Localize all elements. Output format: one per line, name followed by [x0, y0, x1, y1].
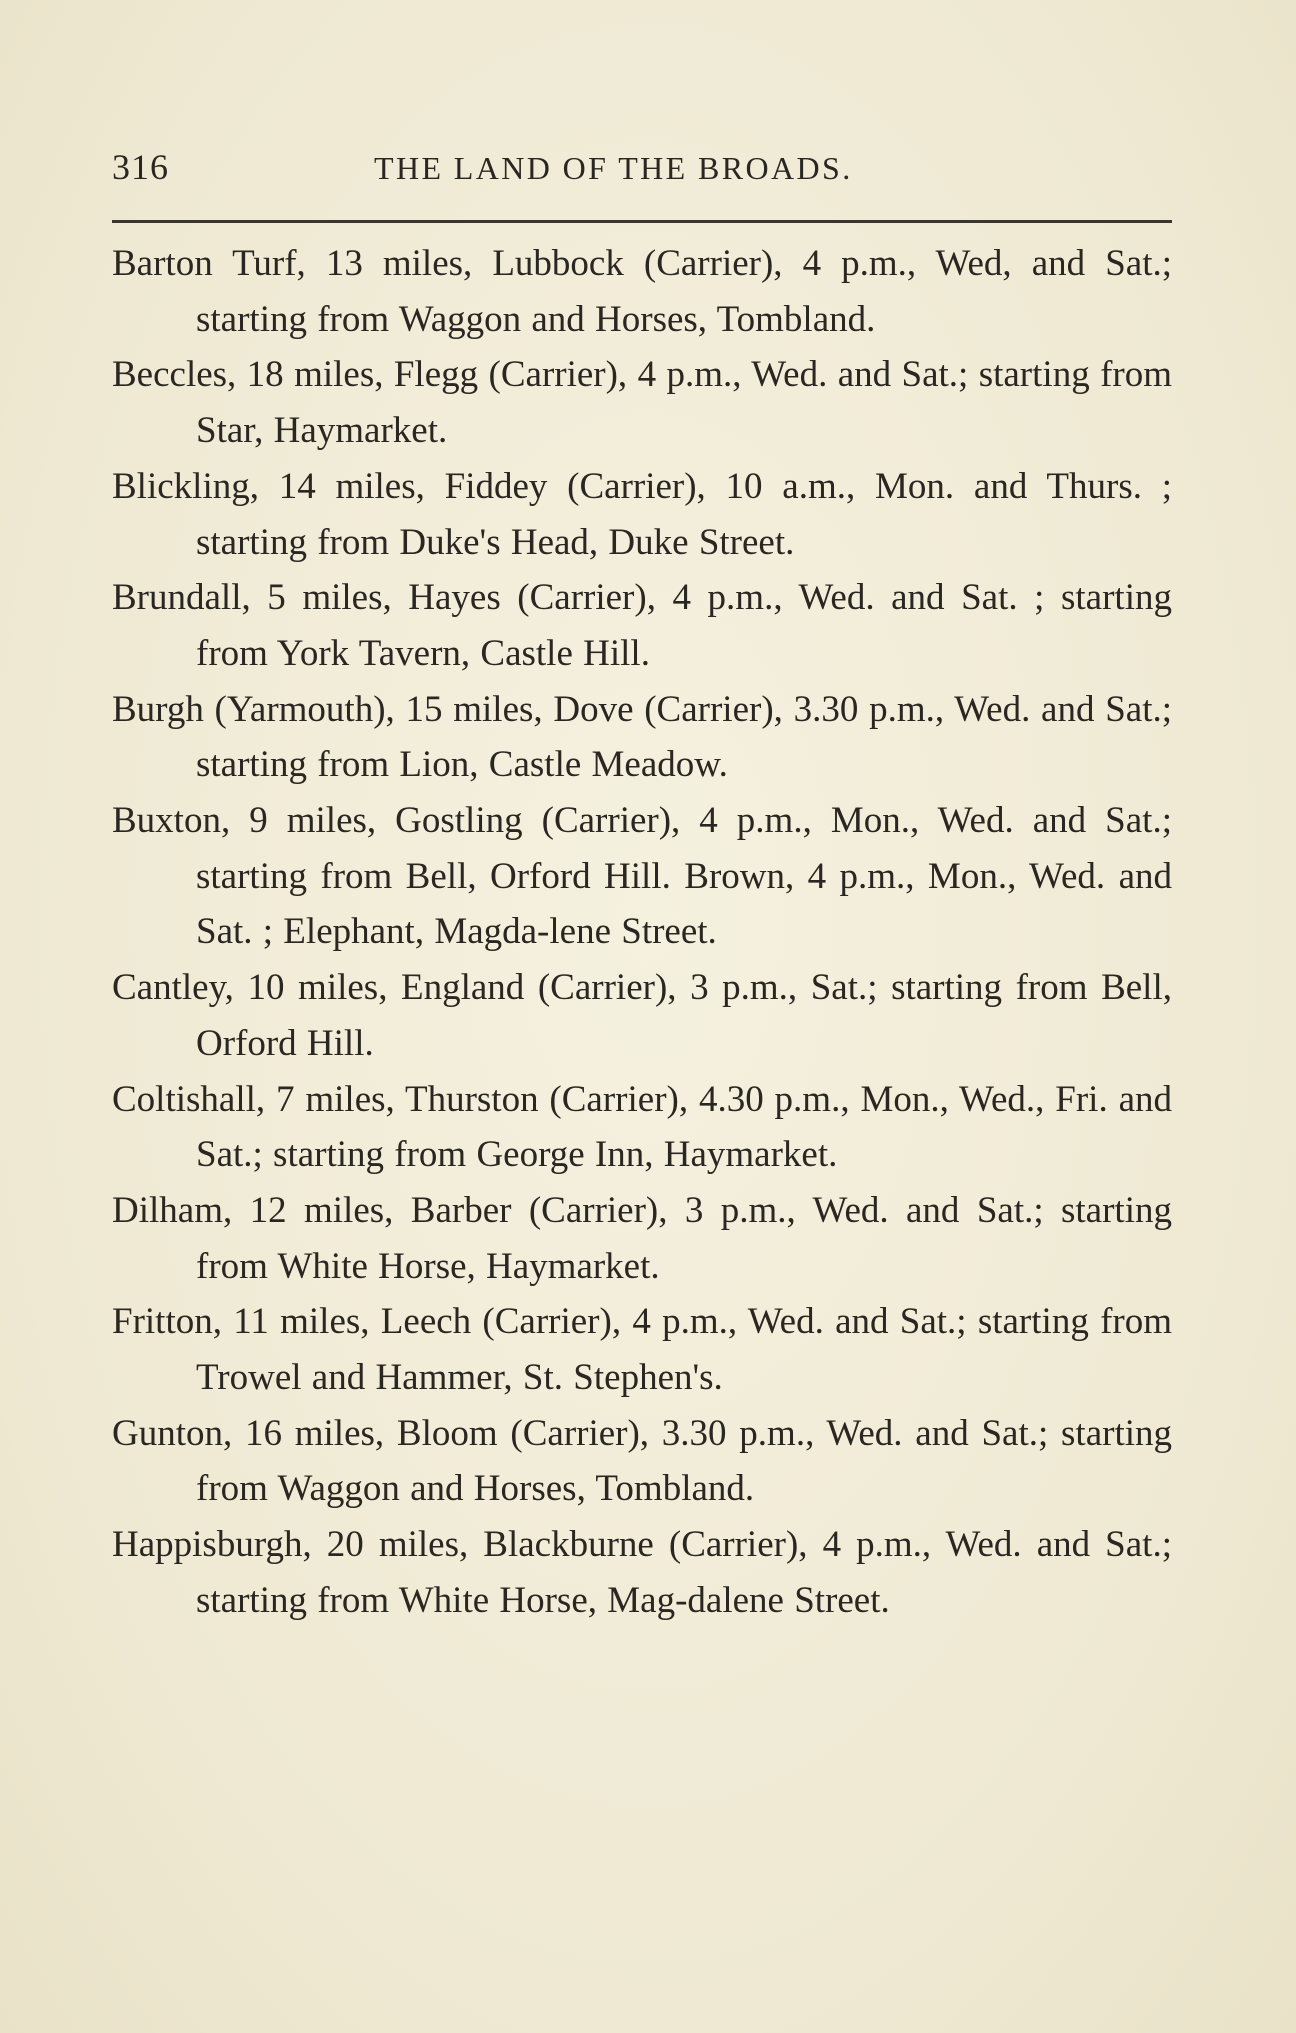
entry-brundall: Brundall, 5 miles, Hayes (Carrier), 4 p.m., Wed. and Sat. ; starting from York Tavern, Castle Hill. [112, 577, 1172, 674]
entry-coltishall: Coltishall, 7 miles, Thurston (Carrier), 4.30 p.m., Mon., Wed., Fri. and Sat.; starting from George Inn, Haymarket. [112, 1078, 1172, 1176]
carrier-list [112, 236, 1172, 1629]
page-number: 316 [112, 147, 169, 187]
entry-fritton: Fritton, 11 miles, Leech (Carrier), 4 p.m., Wed. and Sat.; starting from Trowel and Hammer, St. Stephen's. [112, 1301, 1172, 1399]
entry-buxton: Buxton, 9 miles, Gostling (Carrier), 4 p.m., Mon., Wed. and Sat.; starting from Bell, Orford Hill. Brown, 4 p.m., Mon., Wed. and Sat. ; Elephant, Magda-lene Street. [112, 800, 1172, 953]
page-header [112, 146, 1172, 196]
entry-beccles: Beccles, 18 miles, Flegg (Carrier), 4 p.m., Wed. and Sat.; starting from Star, Haymarket. [112, 354, 1172, 452]
entry-happisburgh: Happisburgh, 20 miles, Blackburne (Carrier), 4 p.m., Wed. and Sat.; starting from White Horse, Mag-dalene Street. [112, 1524, 1172, 1621]
entry-gunton: Gunton, 16 miles, Bloom (Carrier), 3.30 p.m., Wed. and Sat.; starting from Waggon and Horses, Tombland. [112, 1412, 1172, 1510]
entry-burgh: Burgh (Yarmouth), 15 miles, Dove (Carrier), 3.30 p.m., Wed. and Sat.; starting from Lion, Castle Meadow. [112, 688, 1172, 786]
entry-barton-turf: Barton Turf, 13 miles, Lubbock (Carrier), 4 p.m., Wed, and Sat.; starting from Waggon and Horses, Tombland. [112, 243, 1172, 340]
running-head: THE LAND OF THE BROADS. [374, 150, 853, 186]
entry-blickling: Blickling, 14 miles, Fiddey (Carrier), 10 a.m., Mon. and Thurs. ; starting from Duke's Head, Duke Street. [112, 465, 1172, 563]
entry-cantley: Cantley, 10 miles, England (Carrier), 3 p.m., Sat.; starting from Bell, Orford Hill. [112, 967, 1172, 1064]
header-rule [112, 220, 1172, 223]
entry-dilham: Dilham, 12 miles, Barber (Carrier), 3 p.m., Wed. and Sat.; starting from White Horse, Haymarket. [112, 1189, 1172, 1287]
